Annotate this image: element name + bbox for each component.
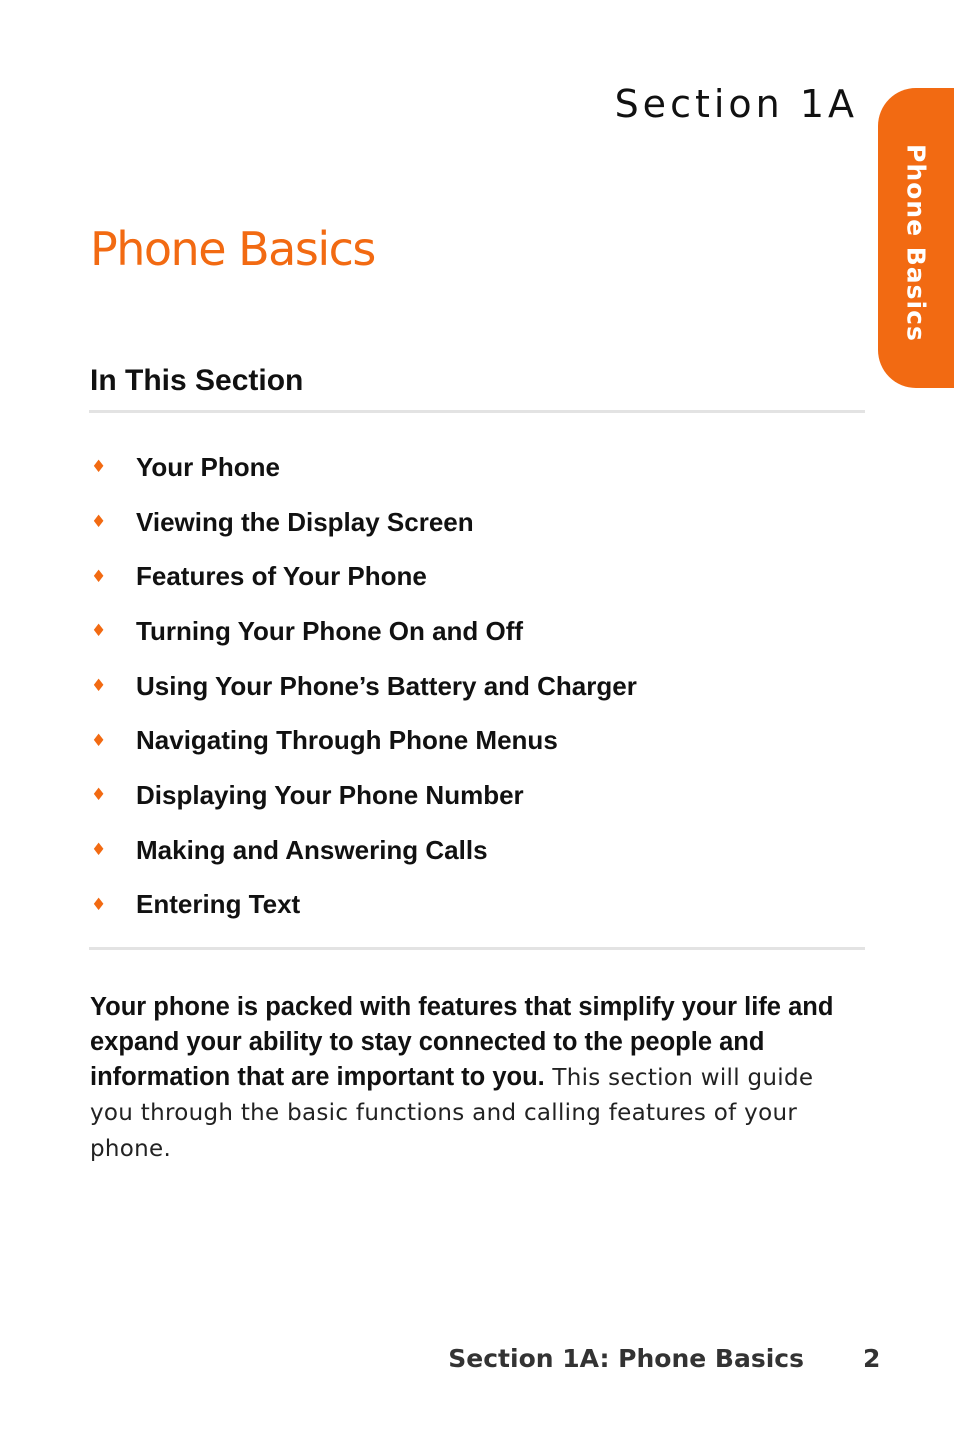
list-item-label: Entering Text bbox=[136, 889, 301, 920]
list-item-label: Navigating Through Phone Menus bbox=[136, 725, 558, 756]
list-item bbox=[90, 604, 850, 659]
list-item-label: Viewing the Display Screen bbox=[136, 506, 474, 537]
list-item-label: Using Your Phone’s Battery and Charger bbox=[136, 670, 637, 701]
divider-top bbox=[89, 410, 865, 413]
page-number: 2 bbox=[863, 1344, 881, 1373]
diamond-bullet-icon: ♦ bbox=[91, 840, 107, 861]
diamond-bullet-icon: ♦ bbox=[91, 730, 107, 751]
list-item-label: Displaying Your Phone Number bbox=[136, 779, 524, 810]
list-item bbox=[90, 713, 850, 768]
list-item-label: Making and Answering Calls bbox=[136, 834, 488, 865]
intro-normal-text: This section will guide you through the basic functions and calling features of your phone. bbox=[90, 1064, 814, 1163]
list-item bbox=[90, 549, 850, 604]
list-item bbox=[90, 495, 850, 550]
list-item-label: Turning Your Phone On and Off bbox=[136, 615, 524, 646]
section-label: Section 1A bbox=[614, 82, 858, 126]
diamond-bullet-icon: ♦ bbox=[91, 566, 107, 587]
divider-bottom bbox=[89, 947, 865, 950]
diamond-bullet-icon: ♦ bbox=[91, 457, 107, 478]
diamond-bullet-icon: ♦ bbox=[91, 785, 107, 806]
intro-bold-text: Your phone is packed with features that simplify your life and expand your ability to stay connected to the people and information that are important to you. bbox=[90, 993, 834, 1091]
page-title: Phone Basics bbox=[90, 222, 375, 276]
intro-paragraph bbox=[90, 990, 840, 1167]
side-tab-label: Phone Basics bbox=[901, 144, 931, 342]
section-contents-list bbox=[90, 440, 850, 932]
side-tab bbox=[878, 88, 954, 388]
diamond-bullet-icon: ♦ bbox=[91, 894, 107, 915]
section-subheading: In This Section bbox=[90, 364, 304, 397]
list-item bbox=[90, 768, 850, 823]
list-item bbox=[90, 440, 850, 495]
footer-section-title: Section 1A: Phone Basics bbox=[448, 1344, 804, 1373]
list-item bbox=[90, 659, 850, 714]
list-item bbox=[90, 878, 850, 933]
diamond-bullet-icon: ♦ bbox=[91, 512, 107, 533]
diamond-bullet-icon: ♦ bbox=[91, 621, 107, 642]
list-item bbox=[90, 823, 850, 878]
diamond-bullet-icon: ♦ bbox=[91, 676, 107, 697]
list-item-label: Features of Your Phone bbox=[136, 561, 427, 592]
list-item-label: Your Phone bbox=[136, 451, 280, 482]
